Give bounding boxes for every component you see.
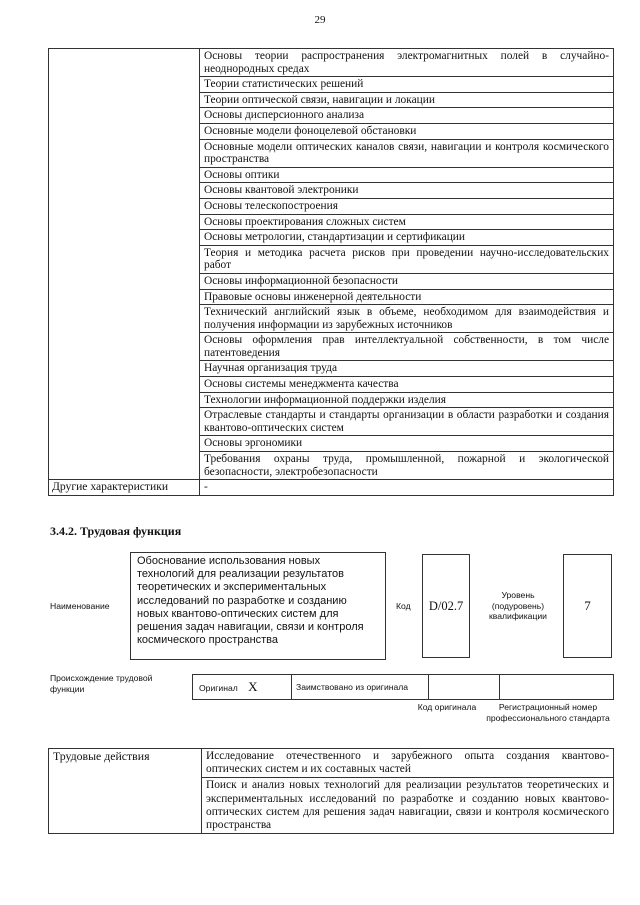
knowledge-label-cell	[49, 49, 200, 480]
code-label: Код	[396, 601, 411, 611]
section-title: 3.4.2. Трудовая функция	[50, 524, 182, 538]
knowledge-item: Основы дисперсионного анализа	[200, 108, 614, 124]
knowledge-item: Основы проектирования сложных систем	[200, 214, 614, 230]
name-label: Наименование	[50, 601, 110, 611]
reg-number-caption: Регистрационный номер профессионального стандарта	[486, 702, 610, 723]
origin-table	[192, 674, 614, 700]
knowledge-item: Отраслевые стандарты и стандарты организации в области разработки и создания квантово-оптических систем	[200, 408, 614, 436]
other-characteristics-value: -	[200, 480, 614, 496]
knowledge-item: Основы оптики	[200, 167, 614, 183]
labor-action-item: Поиск и анализ новых технологий для реализации результатов теоретических и экспериментальных исследований по разработке и созданию новых квантово-оптических систем для решения задач навигации, связи и контроля космического пространства	[202, 778, 614, 834]
knowledge-item: Научная организация труда	[200, 361, 614, 377]
qualification-level-box: 7	[563, 554, 612, 658]
knowledge-item: Основы информационной безопасности	[200, 273, 614, 289]
borrowed-cell: Заимствовано из оригинала	[292, 675, 429, 700]
labor-action-item: Исследование отечественного и зарубежного опыта создания квантово-оптических систем и их составных частей	[202, 749, 614, 778]
origin-code-cell	[429, 675, 500, 700]
labor-actions-label: Трудовые действия	[49, 749, 202, 834]
knowledge-item: Требования охраны труда, промышленной, пожарной и экологической безопасности, электробезопасности	[200, 452, 614, 480]
origin-label: Происхождение трудовой функции	[50, 673, 153, 694]
origin-reg-number-cell	[500, 675, 614, 700]
knowledge-item: Теории статистических решений	[200, 77, 614, 93]
knowledge-item: Теории оптической связи, навигации и локации	[200, 92, 614, 108]
original-label: Оригинал	[199, 682, 238, 693]
knowledge-item: Основные модели фоноцелевой обстановки	[200, 123, 614, 139]
knowledge-item: Основы эргономики	[200, 436, 614, 452]
knowledge-item: Основные модели оптических каналов связи, навигации и контроля космического пространства	[200, 139, 614, 167]
other-characteristics-label: Другие характеристики	[49, 480, 200, 496]
original-code-caption: Код оригинала	[417, 702, 477, 712]
function-code-box: D/02.7	[422, 554, 470, 658]
original-cell	[193, 675, 292, 700]
knowledge-item: Правовые основы инженерной деятельности	[200, 289, 614, 305]
knowledge-item: Технологии информационной поддержки изделия	[200, 392, 614, 408]
knowledge-item: Основы квантовой электроники	[200, 183, 614, 199]
page-number: 29	[314, 14, 326, 26]
knowledge-item: Технический английский язык в объеме, необходимом для взаимодействия и получения информации из зарубежных источников	[200, 305, 614, 333]
labor-actions-table	[48, 748, 614, 834]
function-name-box: Обоснование использования новых технологий для реализации результатов теоретических и экспериментальных исследований по разработке и созданию новых квантово-оптических систем для решения задач навигации, связи и контроля космического пространства	[130, 552, 386, 660]
knowledge-item: Основы телескопостроения	[200, 198, 614, 214]
knowledge-item: Теория и методика расчета рисков при проведении научно-исследовательских работ	[200, 245, 614, 273]
knowledge-item: Основы оформления прав интеллектуальной собственности, в том числе патентоведения	[200, 333, 614, 361]
knowledge-table	[48, 48, 614, 496]
level-label: Уровень (подуровень) квалификации	[489, 590, 547, 621]
knowledge-item: Основы метрологии, стандартизации и сертификации	[200, 230, 614, 246]
knowledge-item: Основы теории распространения электромагнитных полей в случайно-неоднородных средах	[200, 49, 614, 77]
knowledge-item: Основы системы менеджмента качества	[200, 377, 614, 393]
original-mark: X	[248, 678, 258, 694]
